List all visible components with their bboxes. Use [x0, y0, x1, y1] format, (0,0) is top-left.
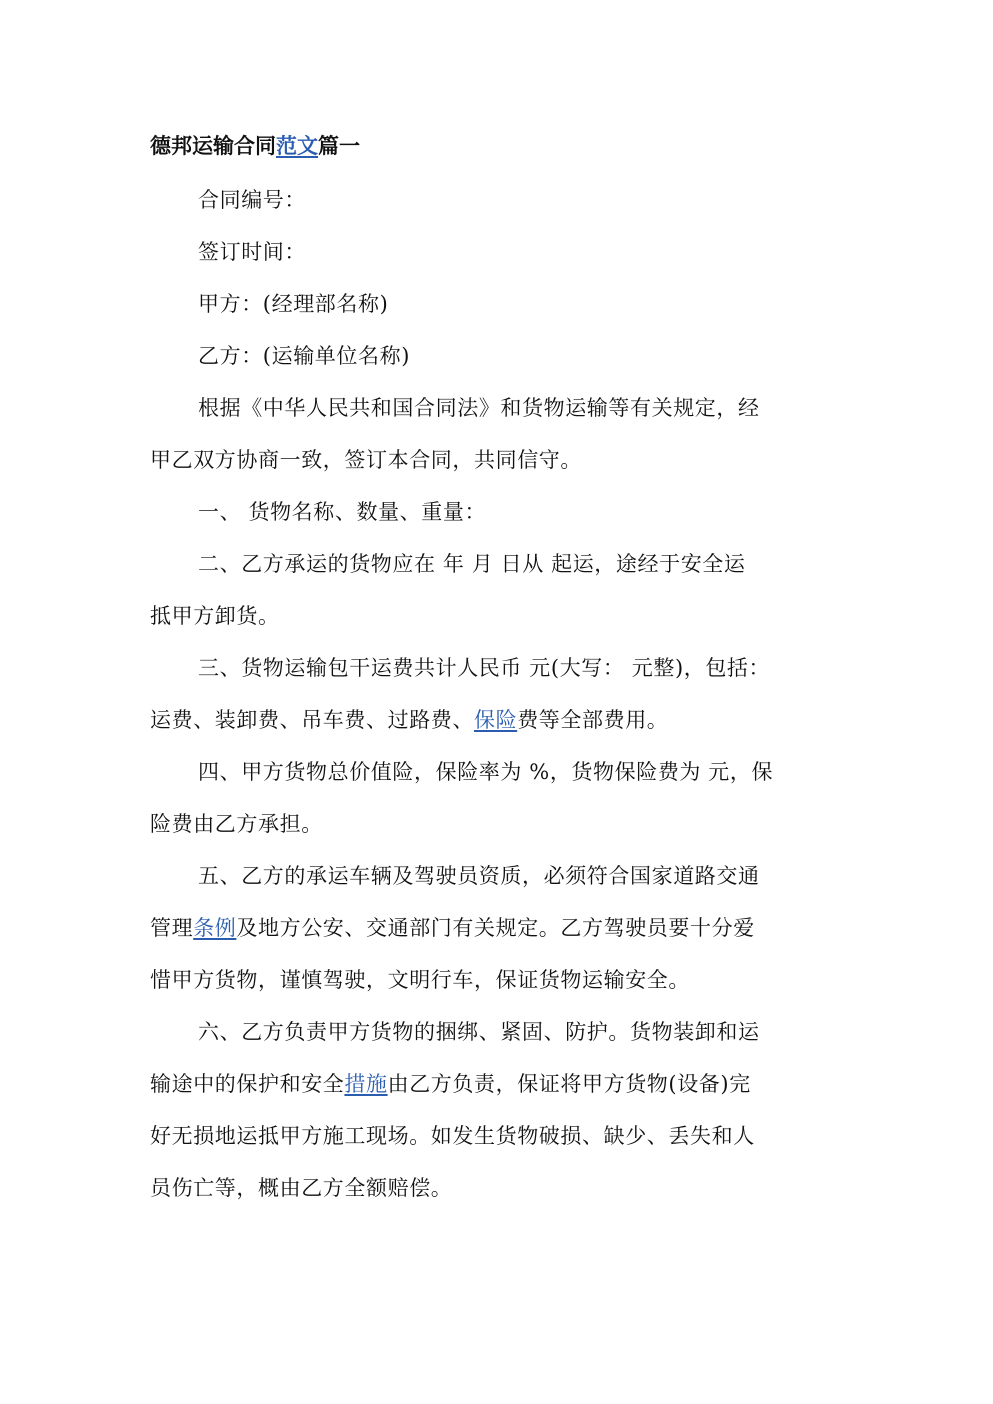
regulation-link[interactable]: 条例 [193, 916, 237, 940]
clause-4-line-2: 险费由乙方承担。 [150, 812, 323, 836]
clause-6-line-2 [150, 1068, 751, 1100]
clause-3-line-1: 三、货物运输包干运费共计人民币 元(大写： 元整)，包括： [198, 656, 771, 680]
clause-6-line-1: 六、乙方负责甲方货物的捆绑、紧固、防护。货物装卸和运 [198, 1020, 760, 1044]
title-text: 德邦运输合同 [150, 133, 276, 158]
clause-6-line-4: 员伤亡等，概由乙方全额赔偿。 [150, 1176, 453, 1200]
intro-line-1: 根据《中华人民共和国合同法》和货物运输等有关规定，经 [198, 396, 760, 420]
contract-number-field: 合同编号： [198, 188, 306, 212]
title-suffix: 篇一 [318, 133, 360, 158]
clause-3-text-after: 费等全部费用。 [517, 708, 669, 732]
clause-6-text-after: 由乙方负责，保证将甲方货物(设备)完 [387, 1072, 751, 1096]
clause-6-text: 输途中的保护和安全 [150, 1072, 345, 1096]
party-a-field: 甲方：(经理部名称) [198, 292, 389, 316]
clause-5-line-3: 惜甲方货物，谨慎驾驶，文明行车，保证货物运输安全。 [150, 968, 690, 992]
title-link-fanwen[interactable]: 范文 [276, 133, 318, 158]
party-b-field: 乙方：(运输单位名称) [198, 344, 410, 368]
clause-6-line-3: 好无损地运抵甲方施工现场。如发生货物破损、缺少、丢失和人 [150, 1124, 755, 1148]
clause-4-line-1: 四、甲方货物总价值险，保险率为 %，货物保险费为 元，保 [198, 760, 774, 784]
clause-1-line-1: 一、 货物名称、数量、重量： [198, 500, 487, 524]
sign-time-field: 签订时间： [198, 240, 306, 264]
document-title [150, 130, 360, 162]
intro-line-2: 甲乙双方协商一致，签订本合同，共同信守。 [150, 448, 582, 472]
clause-2-line-2: 抵甲方卸货。 [150, 604, 280, 628]
clause-3-line-2 [150, 704, 668, 736]
clause-5-line-1: 五、乙方的承运车辆及驾驶员资质，必须符合国家道路交通 [198, 864, 760, 888]
clause-3-text: 运费、装卸费、吊车费、过路费、 [150, 708, 474, 732]
measures-link[interactable]: 措施 [344, 1072, 388, 1096]
clause-5-text: 管理 [150, 916, 194, 940]
clause-5-text-after: 及地方公安、交通部门有关规定。乙方驾驶员要十分爱 [236, 916, 755, 940]
clause-2-line-1: 二、乙方承运的货物应在 年 月 日从 起运，途经于安全运 [198, 552, 746, 576]
insurance-link[interactable]: 保险 [474, 708, 518, 732]
clause-5-line-2 [150, 912, 755, 944]
